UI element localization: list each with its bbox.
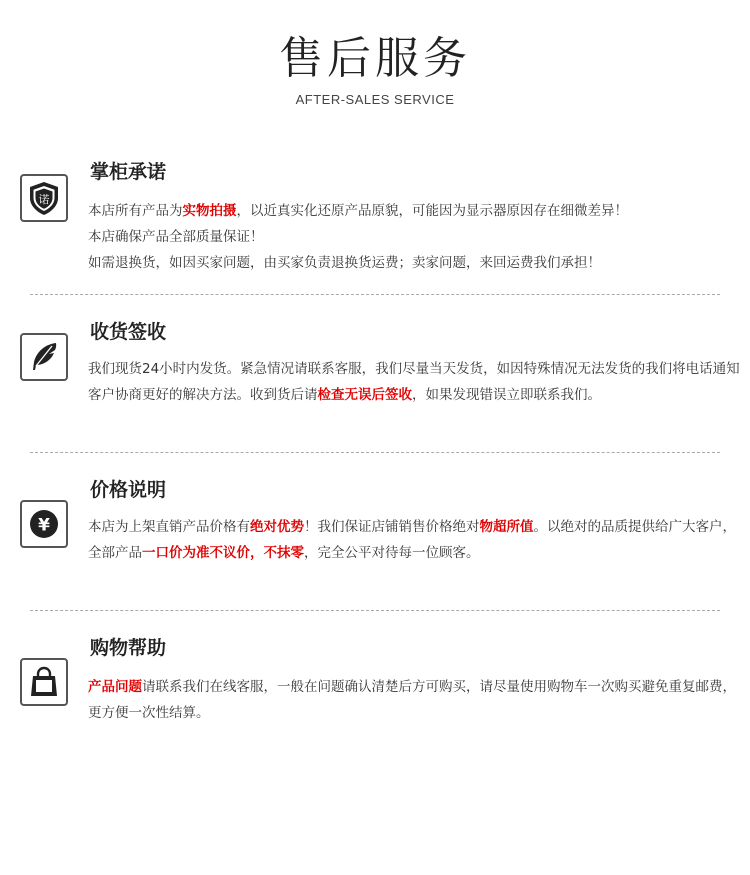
text-run: 。以绝对的品质提供给广大客户，全部产品 — [88, 519, 736, 561]
paragraph — [88, 224, 740, 250]
section-body — [88, 514, 740, 566]
feather-icon — [20, 333, 68, 381]
paragraph — [88, 514, 740, 566]
promise-icon-label: 诺 — [38, 193, 50, 206]
page-title: 售后服务 — [279, 33, 471, 84]
text-run: ，以近真实化还原产品原貌，可能因为显示器原因存在细微差异！ — [236, 203, 628, 219]
paragraph — [88, 198, 740, 224]
page-header — [0, 32, 750, 107]
text-run: 如需退换货，如因买家问题，由买家负责退换货运费；卖家问题，来回运费我们承担！ — [88, 255, 601, 271]
promise-shield-icon — [20, 174, 68, 222]
text-run: 请联系我们在线客服，一般在问题确认清楚后方可购买，请尽量使用购物车一次购买避免重复邮费，更方便一次性结算。 — [88, 679, 736, 721]
page-subtitle: AFTER-SALES SERVICE — [295, 92, 455, 107]
section-divider — [30, 294, 720, 295]
highlight-text: 检查无误后签收 — [317, 387, 412, 403]
highlight-text: 绝对优势 — [250, 519, 304, 535]
highlight-text: 一口价为准不议价，不抹零 — [142, 545, 304, 561]
section-title: 收货签收 — [90, 321, 167, 343]
section-body — [88, 198, 740, 276]
section-title: 掌柜承诺 — [90, 161, 167, 183]
text-run: ，如果发现错误立即联系我们。 — [412, 387, 601, 403]
section-title: 购物帮助 — [90, 637, 167, 659]
text-run: ，完全公平对待每一位顾客。 — [304, 545, 480, 561]
yen-symbol: ¥ — [38, 515, 50, 536]
text-run: ！我们保证店铺销售价格绝对 — [304, 519, 480, 535]
text-run: 本店所有产品为 — [88, 203, 183, 219]
section-body — [88, 674, 740, 726]
section-divider — [30, 610, 720, 611]
highlight-text: 产品问题 — [88, 679, 142, 695]
text-run: 本店为上架直销产品价格有 — [88, 519, 250, 535]
section-body — [88, 356, 740, 408]
shopping-bag-icon — [20, 658, 68, 706]
section-divider — [30, 452, 720, 453]
yen-coin-icon — [20, 500, 68, 548]
text-run: 我们现货24小时内发货。紧急情况请联系客服，我们尽量当天发货，如因特殊情况无法发货的我们将电话通知客户协商更好的解决方法。收到货后请 — [88, 361, 740, 403]
text-run: 本店确保产品全部质量保证！ — [88, 229, 264, 245]
highlight-text: 实物拍摄 — [182, 203, 237, 219]
paragraph — [88, 250, 740, 276]
paragraph — [88, 674, 740, 726]
highlight-text: 物超所值 — [479, 519, 534, 535]
paragraph — [88, 356, 740, 408]
section-title: 价格说明 — [90, 479, 167, 501]
